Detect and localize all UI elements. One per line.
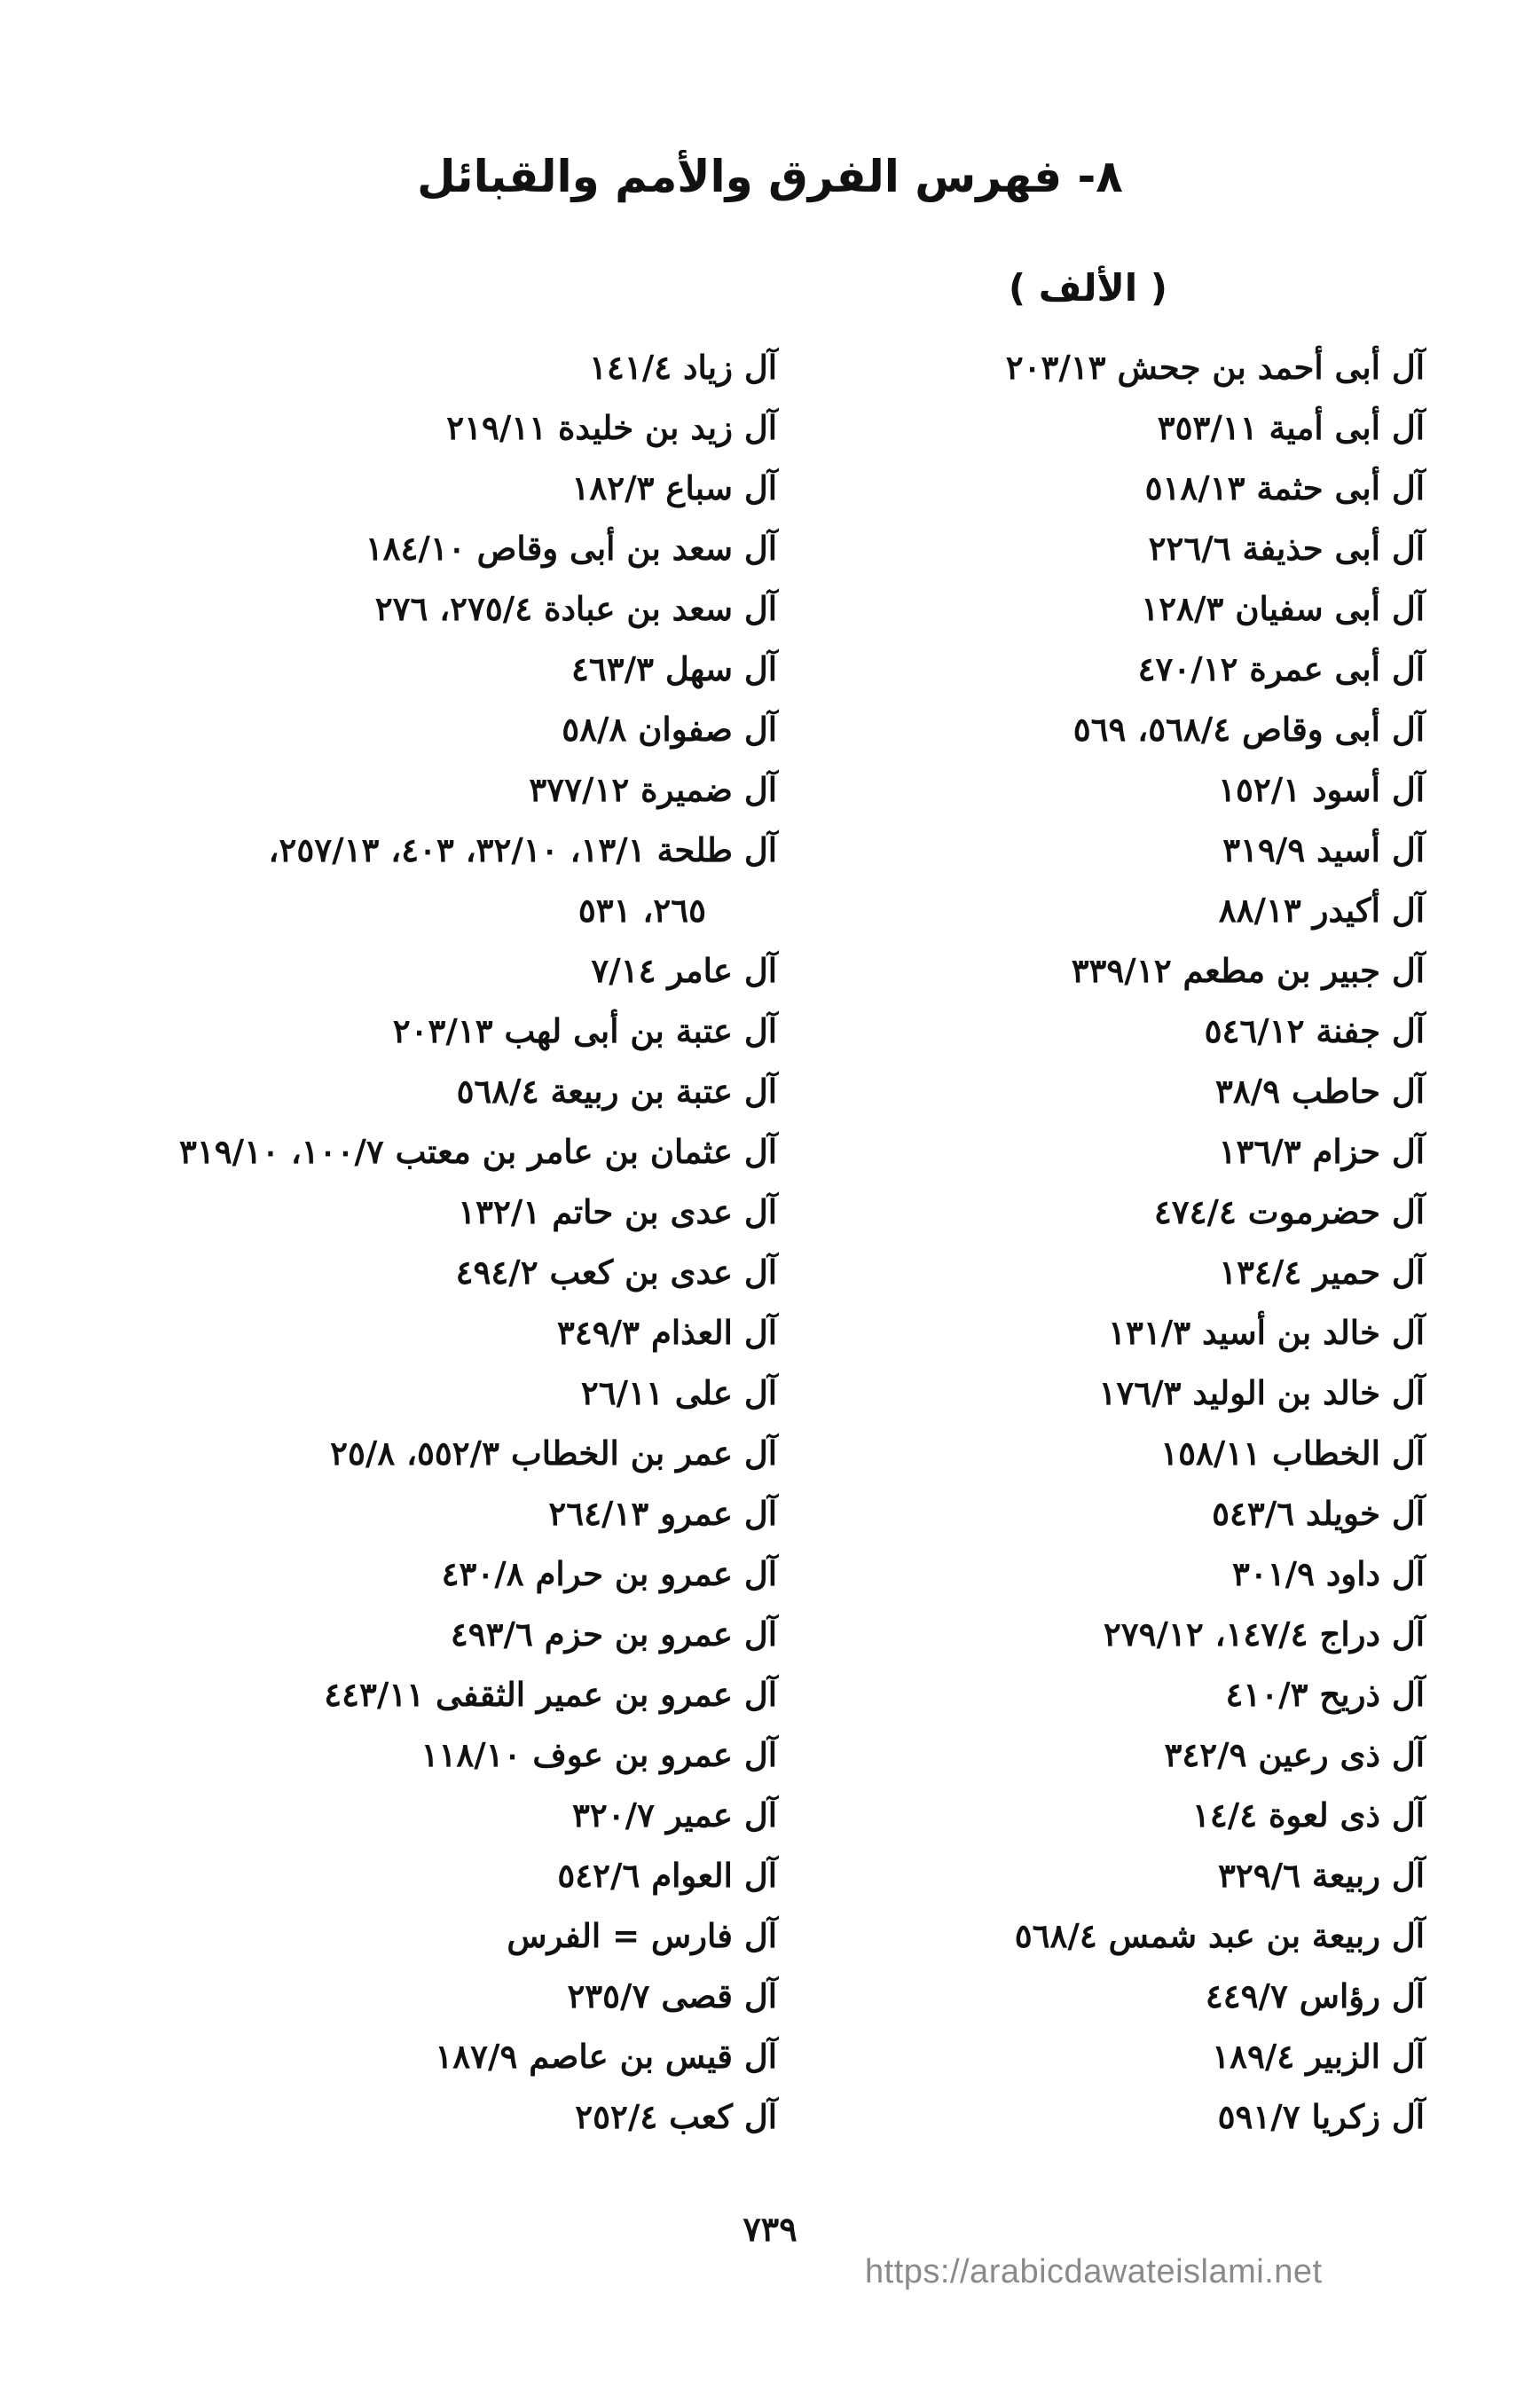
index-entry: آل خالد بن أسيد ١٣١/٣ bbox=[1108, 1313, 1425, 1352]
index-entry: آل الخطاب ١٥٨/١١ bbox=[1160, 1434, 1425, 1473]
index-entry: آل داود ٣٠١/٩ bbox=[1231, 1554, 1425, 1593]
index-entry: آل عمرو ٢٦٤/١٣ bbox=[548, 1494, 777, 1533]
index-entry: آل على ٢٦/١١ bbox=[580, 1373, 777, 1412]
index-entry-continuation: ٢٦٥، ٥٣١ bbox=[578, 891, 706, 930]
index-entry: آل أسود ١٥٢/١ bbox=[1218, 770, 1425, 809]
index-entry: آل عمر بن الخطاب ٥٥٢/٣، ٢٥/٨ bbox=[330, 1434, 777, 1473]
index-entry: آل قصى ٢٣٥/٧ bbox=[567, 1976, 777, 2015]
index-entry: آل جبير بن مطعم ٣٣٩/١٢ bbox=[1071, 951, 1425, 990]
index-entry: آل ربيعة بن عبد شمس ٥٦٨/٤ bbox=[1014, 1916, 1425, 1955]
index-entry: آل ذريح ٤١٠/٣ bbox=[1225, 1675, 1425, 1714]
index-entry: آل عمرو بن حزم ٤٩٣/٦ bbox=[450, 1614, 777, 1654]
index-entry: آل أسيد ٣١٩/٩ bbox=[1222, 830, 1425, 869]
index-entry: آل سعد بن أبى وقاص ١٨٤/١٠ bbox=[365, 529, 777, 568]
index-entry: آل أكيدر ٨٨/١٣ bbox=[1218, 891, 1425, 930]
watermark-url: https://arabicdawateislami.net bbox=[865, 2253, 1323, 2290]
index-entry: آل ذى رعين ٣٤٢/٩ bbox=[1164, 1735, 1425, 1774]
index-entry: آل جفنة ٥٤٦/١٢ bbox=[1204, 1011, 1425, 1050]
index-column-left bbox=[138, 337, 777, 2147]
index-entry: آل أبى أمية ٣٥٣/١١ bbox=[1157, 408, 1425, 447]
index-entry: آل ضميرة ٣٧٧/١٢ bbox=[529, 770, 777, 809]
section-heading: ( الألف ) bbox=[1008, 266, 1167, 310]
index-entry: آل أبى حثمة ٥١٨/١٣ bbox=[1144, 468, 1425, 507]
index-entry: آل عتبة بن ربيعة ٥٦٨/٤ bbox=[456, 1072, 777, 1111]
index-entry: آل زيد بن خليدة ٢١٩/١١ bbox=[446, 408, 777, 447]
index-entry: آل فارس = الفرس bbox=[507, 1916, 777, 1955]
index-entry: آل سعد بن عبادة ٢٧٥/٤، ٢٧٦ bbox=[374, 589, 777, 628]
index-entry: آل الزبير ١٨٩/٤ bbox=[1212, 2037, 1425, 2076]
index-entry: آل عمير ٣٢٠/٧ bbox=[572, 1795, 777, 1834]
index-entry: آل حاطب ٣٨/٩ bbox=[1215, 1072, 1425, 1111]
index-entry: آل زياد ١٤١/٤ bbox=[589, 348, 777, 387]
index-entry: آل عمرو بن حرام ٤٣٠/٨ bbox=[441, 1554, 777, 1593]
index-entry: آل حضرموت ٤٧٤/٤ bbox=[1153, 1192, 1425, 1231]
index-entry: آل العذام ٣٤٩/٣ bbox=[557, 1313, 777, 1352]
index-entry: آل رؤاس ٤٤٩/٧ bbox=[1205, 1976, 1425, 2015]
index-entry: آل حزام ١٣٦/٣ bbox=[1218, 1132, 1425, 1171]
index-entry: آل ربيعة ٣٢٩/٦ bbox=[1218, 1856, 1425, 1895]
index-entry: آل أبى حذيفة ٢٢٦/٦ bbox=[1148, 529, 1425, 568]
index-entry: آل عدى بن حاتم ١٣٢/١ bbox=[458, 1192, 777, 1231]
index-entry: آل صفوان ٥٨/٨ bbox=[562, 710, 777, 749]
index-entry: آل طلحة ١٣/١، ٣٢/١٠، ٤٠٣، ٢٥٧/١٣، bbox=[268, 830, 777, 869]
index-entry: آل عمرو بن عوف ١١٨/١٠ bbox=[420, 1735, 777, 1774]
index-entry: آل خويلد ٥٤٣/٦ bbox=[1212, 1494, 1425, 1533]
page-number: ٧٣٩ bbox=[742, 2209, 798, 2249]
index-entry: آل عامر ٧/١٤ bbox=[591, 951, 777, 990]
index-entry: آل عمرو بن عمير الثقفى ٤٤٣/١١ bbox=[324, 1675, 777, 1714]
index-entry: آل أبى عمرة ٤٧٠/١٢ bbox=[1137, 649, 1425, 688]
index-entry: آل قيس بن عاصم ١٨٧/٩ bbox=[435, 2037, 777, 2076]
index-entry: آل عتبة بن أبى لهب ٢٠٣/١٣ bbox=[392, 1011, 777, 1050]
index-entry: آل سهل ٤٦٣/٣ bbox=[570, 649, 777, 688]
index-entry: آل كعب ٢٥٢/٤ bbox=[575, 2097, 777, 2136]
index-entry: آل العوام ٥٤٢/٦ bbox=[557, 1856, 777, 1895]
index-entry: آل ذى لعوة ١٤/٤ bbox=[1191, 1795, 1425, 1834]
index-entry: آل سباع ١٨٢/٣ bbox=[571, 468, 777, 507]
index-entry: آل أبى وقاص ٥٦٨/٤، ٥٦٩ bbox=[1072, 710, 1425, 749]
index-column-right bbox=[875, 337, 1425, 2147]
page-title: ٨- فهرس الفرق والأمم والقبائل bbox=[417, 151, 1123, 202]
index-entry: آل حمير ١٣٤/٤ bbox=[1219, 1253, 1425, 1292]
index-entry: آل عثمان بن عامر بن معتب ١٠٠/٧، ٣١٩/١٠ bbox=[179, 1132, 777, 1171]
index-entry: آل زكريا ٥٩١/٧ bbox=[1217, 2097, 1425, 2136]
index-entry: آل دراج ١٤٧/٤، ٢٧٩/١٢ bbox=[1103, 1614, 1425, 1654]
index-entry: آل عدى بن كعب ٤٩٤/٢ bbox=[455, 1253, 777, 1292]
index-entry: آل خالد بن الوليد ١٧٦/٣ bbox=[1098, 1373, 1425, 1412]
index-entry: آل أبى سفيان ١٢٨/٣ bbox=[1141, 589, 1425, 628]
index-entry: آل أبى أحمد بن جحش ٢٠٣/١٣ bbox=[1005, 348, 1425, 387]
